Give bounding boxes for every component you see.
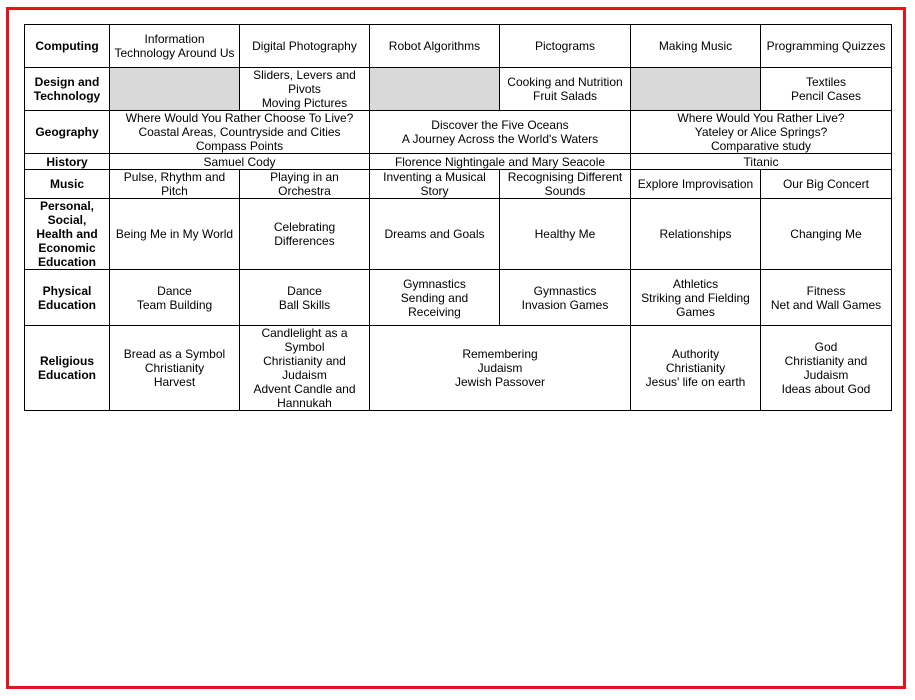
topic-cell: Gymnastics Sending and Receiving (370, 270, 500, 326)
topic-cell: Dreams and Goals (370, 199, 500, 270)
subject-cell: Geography (25, 111, 110, 154)
topic-cell: Making Music (631, 25, 761, 68)
row-physical-education (25, 270, 892, 326)
topic-cell: Changing Me (761, 199, 892, 270)
topic-cell: Candlelight as a Symbol Christianity and Judaism Advent Candle and Hannukah (240, 326, 370, 411)
topic-cell: Explore Improvisation (631, 170, 761, 199)
topic-cell: Sliders, Levers and Pivots Moving Pictures (240, 68, 370, 111)
subject-cell: History (25, 154, 110, 170)
topic-cell: Where Would You Rather Live? Yateley or Alice Springs? Comparative study (631, 111, 892, 154)
topic-cell: Recognising Different Sounds (500, 170, 631, 199)
topic-cell: Inventing a Musical Story (370, 170, 500, 199)
empty-cell (370, 68, 500, 111)
topic-cell: Healthy Me (500, 199, 631, 270)
topic-cell: Robot Algorithms (370, 25, 500, 68)
subject-cell: Physical Education (25, 270, 110, 326)
topic-cell: Celebrating Differences (240, 199, 370, 270)
topic-cell: Relationships (631, 199, 761, 270)
topic-cell: Remembering Judaism Jewish Passover (370, 326, 631, 411)
curriculum-table (24, 24, 892, 411)
topic-cell: Dance Ball Skills (240, 270, 370, 326)
row-history (25, 154, 892, 170)
topic-cell: Athletics Striking and Fielding Games (631, 270, 761, 326)
row-computing (25, 25, 892, 68)
topic-cell: Discover the Five Oceans A Journey Across the World's Waters (370, 111, 631, 154)
row-pshe (25, 199, 892, 270)
topic-cell: Cooking and Nutrition Fruit Salads (500, 68, 631, 111)
row-religious-education (25, 326, 892, 411)
topic-cell: Where Would You Rather Choose To Live? Coastal Areas, Countryside and Cities Compass Points (110, 111, 370, 154)
topic-cell: Playing in an Orchestra (240, 170, 370, 199)
subject-cell: Computing (25, 25, 110, 68)
subject-cell: Personal, Social, Health and Economic Education (25, 199, 110, 270)
row-geography (25, 111, 892, 154)
topic-cell: Programming Quizzes (761, 25, 892, 68)
topic-cell: Textiles Pencil Cases (761, 68, 892, 111)
subject-cell: Religious Education (25, 326, 110, 411)
topic-cell: Samuel Cody (110, 154, 370, 170)
topic-cell: Authority Christianity Jesus' life on earth (631, 326, 761, 411)
topic-cell: Pulse, Rhythm and Pitch (110, 170, 240, 199)
topic-cell: Titanic (631, 154, 892, 170)
subject-cell: Design and Technology (25, 68, 110, 111)
topic-cell: Pictograms (500, 25, 631, 68)
topic-cell: Digital Photography (240, 25, 370, 68)
subject-cell: Music (25, 170, 110, 199)
topic-cell: Dance Team Building (110, 270, 240, 326)
topic-cell: Fitness Net and Wall Games (761, 270, 892, 326)
topic-cell: Gymnastics Invasion Games (500, 270, 631, 326)
row-design-technology (25, 68, 892, 111)
topic-cell: Being Me in My World (110, 199, 240, 270)
topic-cell: God Christianity and Judaism Ideas about God (761, 326, 892, 411)
empty-cell (631, 68, 761, 111)
topic-cell: Florence Nightingale and Mary Seacole (370, 154, 631, 170)
topic-cell: Our Big Concert (761, 170, 892, 199)
row-music (25, 170, 892, 199)
topic-cell: Information Technology Around Us (110, 25, 240, 68)
topic-cell: Bread as a Symbol Christianity Harvest (110, 326, 240, 411)
empty-cell (110, 68, 240, 111)
